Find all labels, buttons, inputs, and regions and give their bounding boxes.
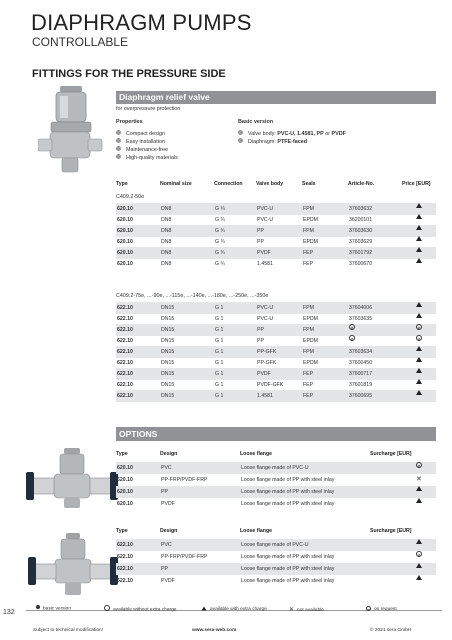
option-cell: PP <box>161 566 168 572</box>
extra-charge-icon <box>416 346 422 351</box>
table-cell: 620.10 <box>117 228 133 234</box>
option-cell: 622.10 <box>117 554 133 560</box>
extra-charge-icon <box>416 379 422 384</box>
extra-charge-icon <box>416 236 422 241</box>
table-cell: 1.4581 <box>257 261 273 267</box>
property-item: Compact design <box>116 130 178 138</box>
table-cell: G 1 <box>215 371 224 377</box>
table-cell: 620.10 <box>117 250 133 256</box>
table-cell: DN15 <box>161 338 175 344</box>
table-cell: G ¾ <box>215 239 225 245</box>
table-cell: 37600670 <box>349 261 373 267</box>
table-cell: DN8 <box>161 206 172 212</box>
table-cell: 37601819 <box>349 382 373 388</box>
relief-valve-header: Diaphragm relief valve <box>116 91 436 104</box>
legend-extra-charge: available with extra charge <box>201 606 267 612</box>
table-cell: PVDF <box>257 250 271 256</box>
option-row <box>116 551 436 563</box>
table-cell: EPDM <box>303 239 318 245</box>
bullet-icon <box>116 138 121 143</box>
table-cell: DN8 <box>161 250 172 256</box>
table-cell: FPM <box>303 349 314 355</box>
option-row <box>116 462 436 474</box>
property-item: Maintenance-free <box>116 146 178 154</box>
table-cell: PP-GFK <box>257 349 277 355</box>
option-cell: 622.10 <box>117 542 133 548</box>
property-item: High-quality materials <box>116 154 178 162</box>
footer-subject: Subject to technical modification! <box>33 628 103 633</box>
legend-basic: basic version <box>36 606 71 611</box>
table-cell: G 1 <box>215 360 224 366</box>
extra-charge-icon <box>416 302 422 307</box>
table-cell: DN15 <box>161 360 175 366</box>
extra-charge-icon <box>416 258 422 263</box>
on-request-icon: ⌀ <box>367 607 370 612</box>
table-cell: 37603632 <box>349 206 373 212</box>
table-cell: FEP <box>303 371 314 377</box>
filled-dot-icon <box>36 605 40 609</box>
table-cell: 37600450 <box>349 360 373 366</box>
table-cell: EPDM <box>303 217 318 223</box>
table-cell: PVC-U <box>257 206 274 212</box>
bullet-icon <box>116 146 121 151</box>
table-cell: 37603629 <box>349 239 373 245</box>
on-request-icon: ⌀ <box>417 463 421 468</box>
table-cell: 622.10 <box>117 360 133 366</box>
option-cell: PP-FRP/PVDF-FRP <box>161 554 208 560</box>
option-row <box>116 486 436 498</box>
not-available-icon: ✕ <box>416 476 422 483</box>
option-cell: PP-FRP/PVDF-FRP <box>161 477 208 483</box>
options-table2-header: Type Design Loose flange Surcharge [EUR] <box>116 528 412 534</box>
group1-label: C409.2-50e <box>116 194 145 200</box>
extra-charge-icon <box>416 313 422 318</box>
option-cell: PVDF <box>161 578 175 584</box>
table-cell: 37603634 <box>349 349 373 355</box>
option-cell: PVC <box>161 465 172 471</box>
basic-valve-body: Valve body: PVC-U, 1.4581, PP or PVDF <box>238 130 346 138</box>
table-cell: G 1 <box>215 338 224 344</box>
table-cell: 37600695 <box>349 393 373 399</box>
extra-charge-icon <box>416 225 422 230</box>
extra-charge-icon <box>416 563 422 568</box>
option-row <box>116 563 436 575</box>
table-cell: DN15 <box>161 349 175 355</box>
table-cell: PP <box>257 327 264 333</box>
table-cell: 622.10 <box>117 349 133 355</box>
option-row <box>116 474 436 486</box>
extra-charge-icon <box>416 539 422 544</box>
bullet-icon <box>238 130 243 135</box>
table-cell: G ¾ <box>215 217 225 223</box>
table-cell: 37603630 <box>349 228 373 234</box>
table-cell: DN15 <box>161 327 175 333</box>
table-cell: 622.10 <box>117 338 133 344</box>
table-cell: PP-GFK <box>257 360 277 366</box>
flanged-valve-image-2 <box>28 531 118 601</box>
option-cell: 622.10 <box>117 566 133 572</box>
option-cell: 620.10 <box>117 465 133 471</box>
option-cell: Loose flange made of PP with steel inlay <box>241 501 335 507</box>
extra-charge-icon <box>416 368 422 373</box>
option-cell: Loose flange made of PP with steel inlay <box>241 578 335 584</box>
table-cell: FEP <box>303 261 314 267</box>
table-cell: 620.10 <box>117 239 133 245</box>
option-cell: 620.10 <box>117 489 133 495</box>
table-cell: FEP <box>303 382 314 388</box>
table-cell: DN15 <box>161 382 175 388</box>
table-cell: 1.4581 <box>257 393 273 399</box>
table-cell: 622.10 <box>117 316 133 322</box>
option-cell: Loose flange made of PP with steel inlay <box>241 477 335 483</box>
table-cell: FEP <box>303 393 314 399</box>
footer-copyright: © 2021 sera GmbH <box>370 628 412 633</box>
bullet-icon <box>116 130 121 135</box>
extra-charge-icon <box>416 575 422 580</box>
option-cell: Loose flange made of PVC-U <box>241 542 309 548</box>
page-title: DIAPHRAGM PUMPS <box>31 10 252 35</box>
table-cell: PVC-U <box>257 316 274 322</box>
table-cell: DN15 <box>161 371 175 377</box>
table-cell: G ¾ <box>215 250 225 256</box>
table-cell: 622.10 <box>117 371 133 377</box>
relief-purpose: for overpressure protection <box>116 106 181 112</box>
extra-charge-icon <box>416 390 422 395</box>
basic-diaphragm: Diaphragm: PTFE-faced <box>238 138 346 146</box>
options-header: OPTIONS <box>116 427 436 441</box>
option-cell: 620.10 <box>117 501 133 507</box>
table-cell: PVDF <box>257 371 271 377</box>
page-number: 132 <box>3 609 15 616</box>
section-title: FITTINGS FOR THE PRESSURE SIDE <box>32 68 226 80</box>
on-request-icon: ⌀ <box>417 336 421 341</box>
relief-valve-image <box>38 84 108 176</box>
extra-charge-icon <box>416 357 422 362</box>
basic-version-list <box>238 130 346 146</box>
on-request-icon: ⌀ <box>417 325 421 330</box>
option-cell: PVC <box>161 542 172 548</box>
table-cell: PP <box>257 239 264 245</box>
table-cell: PP <box>257 228 264 234</box>
table-cell: DN8 <box>161 228 172 234</box>
table-cell: DN15 <box>161 393 175 399</box>
table-cell: 36200101 <box>349 217 373 223</box>
extra-charge-icon <box>416 486 422 491</box>
table-cell: FPM <box>303 305 314 311</box>
half-circle-icon <box>104 605 110 611</box>
table-cell: PVDF-GFK <box>257 382 284 388</box>
table-cell: 37600717 <box>349 371 373 377</box>
table-cell: PVC-U <box>257 217 274 223</box>
table-cell: G 1 <box>215 349 224 355</box>
flanged-valve-image <box>26 446 118 512</box>
legend-on-request: ⌀ on request <box>367 606 397 612</box>
table-cell: G ¾ <box>215 261 225 267</box>
option-row <box>116 575 436 587</box>
table-cell: DN15 <box>161 316 175 322</box>
table-cell: PVC-U <box>257 305 274 311</box>
option-cell: PP <box>161 489 168 495</box>
table-cell: DN8 <box>161 239 172 245</box>
table-cell: PP <box>257 338 264 344</box>
extra-charge-icon <box>416 203 422 208</box>
on-request-icon: ⌀ <box>417 552 421 557</box>
table-cell: FPM <box>303 206 314 212</box>
table-cell: 620.10 <box>117 217 133 223</box>
extra-charge-icon <box>416 498 422 503</box>
group2-label: C409.2-75e, ...-90e, ...-115e, ...-140e, ...-180e, ...-250e, ...-350e <box>116 293 269 299</box>
option-cell: Loose flange made of PP with steel inlay <box>241 566 335 572</box>
option-cell: Loose flange made of PP with steel inlay <box>241 554 335 560</box>
page-subtitle: CONTROLLABLE <box>32 35 129 49</box>
legend-no-charge: available without extra charge <box>104 606 176 612</box>
table-cell: G 1 <box>215 382 224 388</box>
bullet-icon <box>116 154 121 159</box>
basic-version-label: Basic version <box>238 119 274 125</box>
table-cell: 620.10 <box>117 206 133 212</box>
properties-label: Properties <box>116 119 143 125</box>
table-cell: DN8 <box>161 217 172 223</box>
table-cell: EPDM <box>303 316 318 322</box>
option-cell: PVDF <box>161 501 175 507</box>
table-cell: FPM <box>303 327 314 333</box>
main-table-header: Type Nominal size Connection Valve body Seals Article-No. Price [EUR] <box>116 181 431 187</box>
properties-list <box>116 130 178 162</box>
option-cell: 620.10 <box>117 477 133 483</box>
table-cell: G 1 <box>215 316 224 322</box>
option-cell: Loose flange made of PP with steel inlay <box>241 489 335 495</box>
option-row <box>116 498 436 510</box>
extra-charge-icon <box>416 247 422 252</box>
table-cell: DN15 <box>161 305 175 311</box>
legend-not-available: ✕ not available <box>289 607 324 613</box>
table-cell: FPM <box>303 228 314 234</box>
option-row <box>116 539 436 551</box>
bullet-icon <box>238 138 243 143</box>
on-request-icon: ⌀ <box>350 325 354 330</box>
table-cell: G 1 <box>215 393 224 399</box>
table-cell: G 1 <box>215 305 224 311</box>
x-icon: ✕ <box>289 607 295 613</box>
table-cell: G ¾ <box>215 206 225 212</box>
option-cell: Loose flange made of PVC-U <box>241 465 309 471</box>
extra-charge-icon <box>416 214 422 219</box>
table-cell: 622.10 <box>117 382 133 388</box>
table-cell: G 1 <box>215 327 224 333</box>
table-cell: 37601792 <box>349 250 373 256</box>
table-row <box>116 258 436 270</box>
property-item: Easy installation <box>116 138 178 146</box>
option-cell: 622.10 <box>117 578 133 584</box>
table-cell: DN8 <box>161 261 172 267</box>
table-cell: EPDM <box>303 360 318 366</box>
table-cell: 622.10 <box>117 305 133 311</box>
table-cell: EPDM <box>303 338 318 344</box>
table-cell: FEP <box>303 250 314 256</box>
table-cell: 622.10 <box>117 393 133 399</box>
table-cell: 622.10 <box>117 327 133 333</box>
table-cell: G ¾ <box>215 228 225 234</box>
table-cell: 620.10 <box>117 261 133 267</box>
table-cell: 37603635 <box>349 316 373 322</box>
table-row <box>116 390 436 402</box>
on-request-icon: ⌀ <box>350 336 354 341</box>
triangle-icon <box>202 607 207 611</box>
options-table1-header: Type Design Loose flange Surcharge [EUR] <box>116 451 412 457</box>
table-cell: 37604006 <box>349 305 373 311</box>
footer-website[interactable]: www.sera-web.com <box>192 628 237 633</box>
